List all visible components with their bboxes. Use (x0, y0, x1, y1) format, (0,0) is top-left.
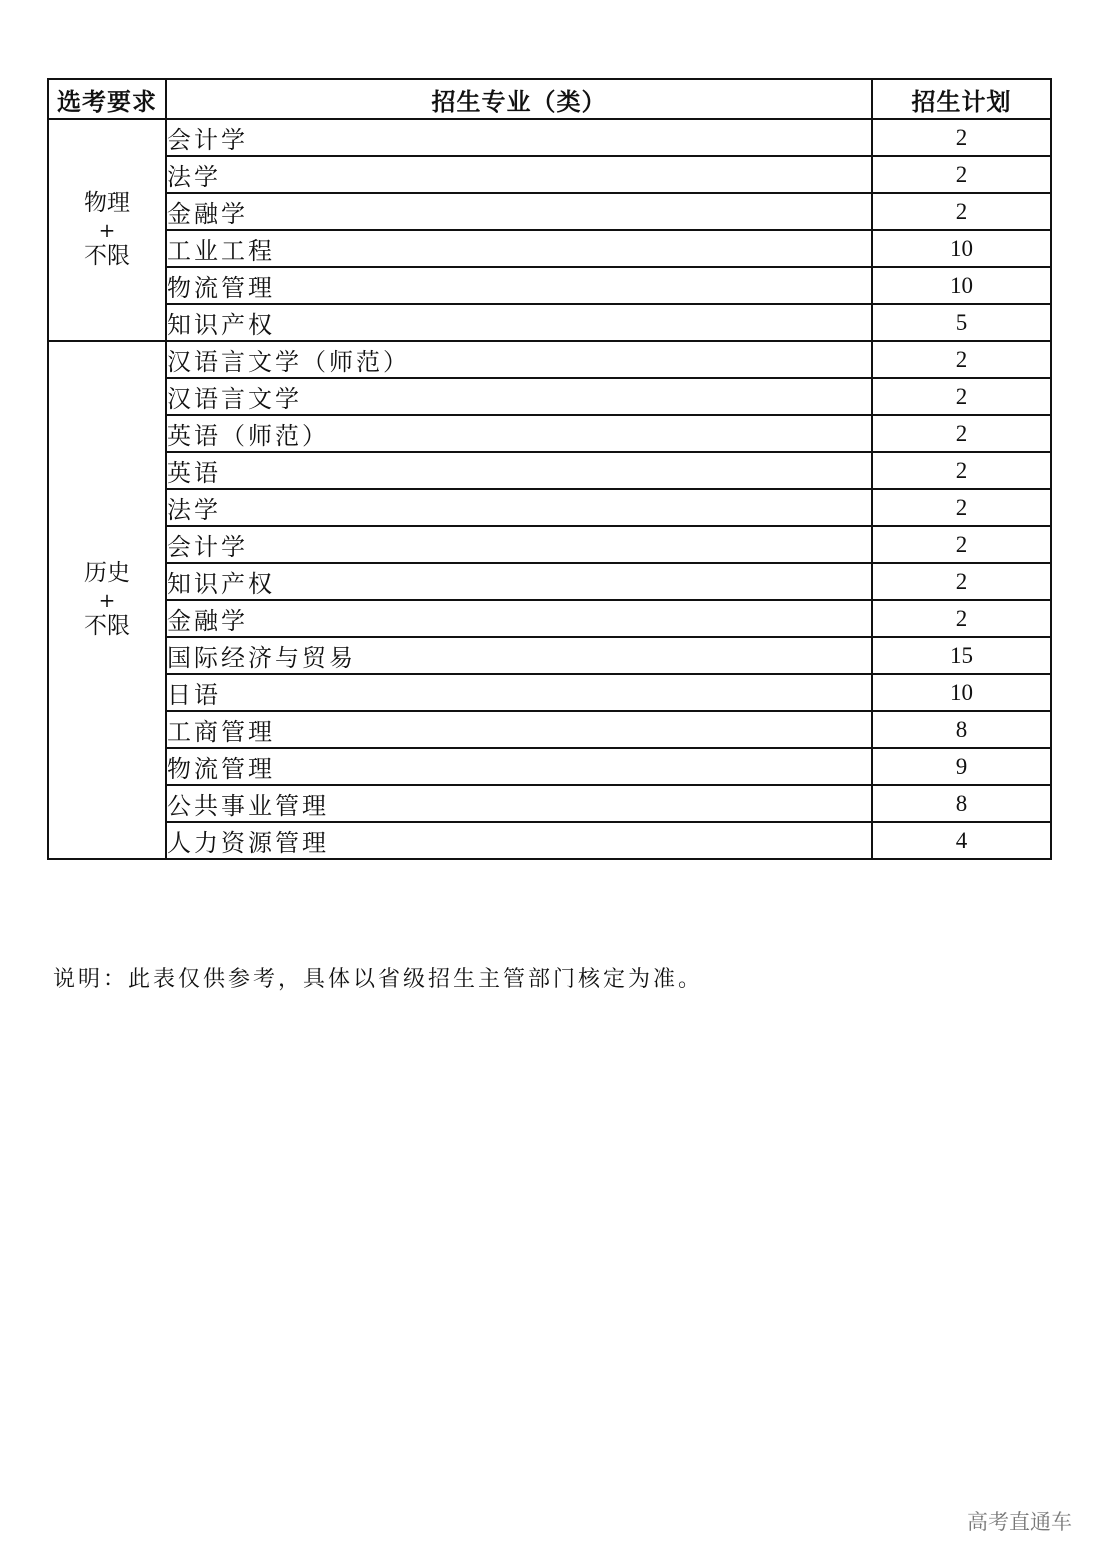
table-row (48, 452, 1051, 489)
major-cell: 知识产权 (166, 563, 872, 600)
requirement-line: + (98, 588, 116, 612)
plan-cell: 15 (872, 637, 1051, 674)
major-cell: 汉语言文学（师范） (166, 341, 872, 378)
table-row (48, 526, 1051, 563)
enrollment-plan-table (47, 78, 1052, 860)
major-cell: 会计学 (166, 526, 872, 563)
major-cell: 会计学 (166, 119, 872, 156)
plan-cell: 2 (872, 489, 1051, 526)
table-row (48, 637, 1051, 674)
table-row (48, 119, 1051, 156)
plan-cell: 2 (872, 563, 1051, 600)
watermark: 高考直通车 (967, 1510, 1072, 1534)
major-cell: 法学 (166, 156, 872, 193)
requirement-line: + (98, 218, 116, 242)
major-cell: 物流管理 (166, 748, 872, 785)
requirement-line: 不限 (84, 243, 130, 269)
major-cell: 汉语言文学 (166, 378, 872, 415)
plan-cell: 2 (872, 415, 1051, 452)
table-row (48, 748, 1051, 785)
table-row (48, 156, 1051, 193)
major-cell: 工业工程 (166, 230, 872, 267)
table-row (48, 378, 1051, 415)
requirement-line: 不限 (84, 613, 130, 639)
plan-cell: 5 (872, 304, 1051, 341)
major-cell: 知识产权 (166, 304, 872, 341)
header-major: 招生专业（类） (166, 79, 872, 119)
table-note: 说明：此表仅供参考，具体以省级招生主管部门核定为准。 (53, 967, 704, 992)
major-cell: 日语 (166, 674, 872, 711)
table-row (48, 341, 1051, 378)
plan-cell: 2 (872, 193, 1051, 230)
major-cell: 国际经济与贸易 (166, 637, 872, 674)
plan-cell: 8 (872, 711, 1051, 748)
major-cell: 英语（师范） (166, 415, 872, 452)
requirement-cell (48, 341, 166, 859)
plan-cell: 2 (872, 600, 1051, 637)
table-row (48, 785, 1051, 822)
plan-cell: 2 (872, 119, 1051, 156)
major-cell: 金融学 (166, 600, 872, 637)
header-plan: 招生计划 (872, 79, 1051, 119)
table-row (48, 822, 1051, 859)
plan-cell: 2 (872, 452, 1051, 489)
table-row (48, 267, 1051, 304)
table-row (48, 304, 1051, 341)
table-row (48, 674, 1051, 711)
header-requirement: 选考要求 (48, 79, 166, 119)
table-body (48, 119, 1051, 859)
requirement-line: 物理 (84, 190, 130, 216)
requirement-cell (48, 119, 166, 341)
table-row (48, 489, 1051, 526)
plan-cell: 2 (872, 341, 1051, 378)
requirement-line: 历史 (84, 560, 130, 586)
plan-cell: 4 (872, 822, 1051, 859)
table-row (48, 193, 1051, 230)
table-header-row (48, 79, 1051, 119)
table-row (48, 711, 1051, 748)
plan-cell: 9 (872, 748, 1051, 785)
plan-cell: 10 (872, 267, 1051, 304)
major-cell: 法学 (166, 489, 872, 526)
table-row (48, 230, 1051, 267)
plan-cell: 10 (872, 230, 1051, 267)
plan-cell: 8 (872, 785, 1051, 822)
major-cell: 公共事业管理 (166, 785, 872, 822)
major-cell: 人力资源管理 (166, 822, 872, 859)
plan-cell: 10 (872, 674, 1051, 711)
major-cell: 物流管理 (166, 267, 872, 304)
plan-cell: 2 (872, 378, 1051, 415)
major-cell: 工商管理 (166, 711, 872, 748)
table-row (48, 415, 1051, 452)
table-row (48, 563, 1051, 600)
table-row (48, 600, 1051, 637)
plan-cell: 2 (872, 156, 1051, 193)
major-cell: 金融学 (166, 193, 872, 230)
plan-cell: 2 (872, 526, 1051, 563)
major-cell: 英语 (166, 452, 872, 489)
